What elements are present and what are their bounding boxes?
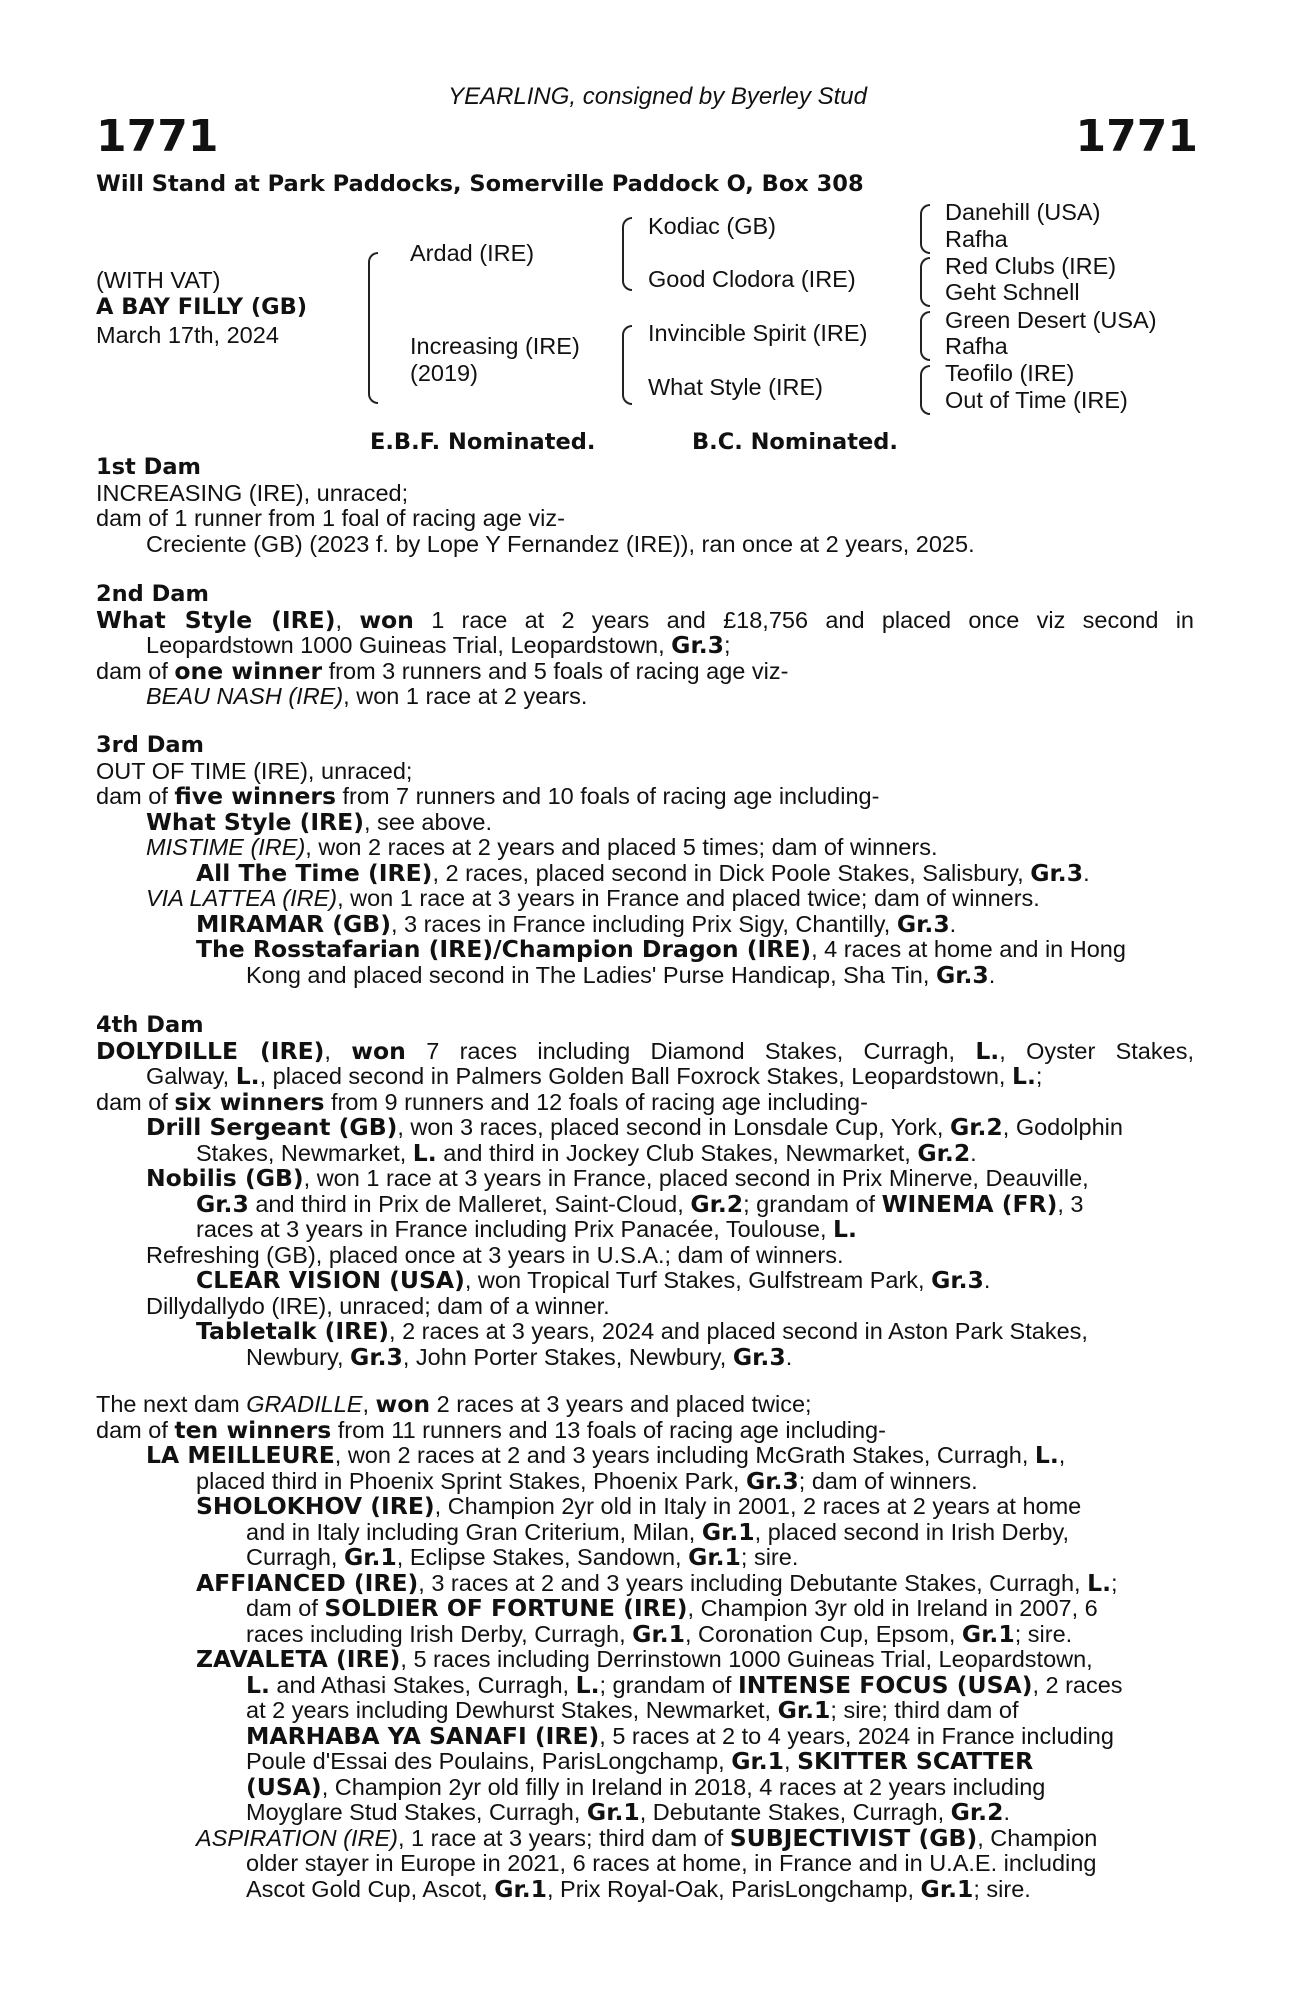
sire-sire: Kodiac (GB) bbox=[648, 213, 776, 239]
text: from 11 runners and 13 foals of racing age including- bbox=[331, 1416, 886, 1443]
bc-nominated: B.C. Nominated. bbox=[692, 429, 898, 455]
text: , bbox=[324, 1037, 352, 1064]
text: Poule d'Essai des Poulains, ParisLongchamp, bbox=[246, 1748, 732, 1774]
text: , Coronation Cup, Epsom, bbox=[684, 1620, 962, 1647]
second-dam-line bbox=[96, 684, 1194, 710]
horse-name: Drill Sergeant (GB) bbox=[146, 1113, 398, 1141]
third-dam-heading: 3rd Dam bbox=[96, 732, 204, 758]
text: , won Tropical Turf Stakes, Gulfstream Park, bbox=[464, 1267, 932, 1293]
won-text: won bbox=[351, 1036, 406, 1065]
next-dam-line bbox=[96, 1619, 1194, 1648]
horse-name: ASPIRATION (IRE) bbox=[196, 1824, 398, 1851]
text: dam of bbox=[96, 1088, 175, 1115]
fourth-dam-line bbox=[96, 1166, 1194, 1192]
text: , 2 races at 3 years, 2024 and placed second in Aston Park Stakes, bbox=[389, 1318, 1088, 1344]
text: ; sire. bbox=[973, 1875, 1031, 1902]
grade: Gr.1 bbox=[731, 1747, 785, 1775]
text: , John Porter Stakes, Newbury, bbox=[402, 1343, 733, 1370]
stand-location: Will Stand at Park Paddocks, Somerville Paddock O, Box 308 bbox=[96, 171, 864, 197]
grandsire-4: Teofilo (IRE) bbox=[945, 360, 1075, 386]
grade: L. bbox=[1011, 1062, 1036, 1090]
text: five winners bbox=[174, 782, 336, 810]
text: , bbox=[784, 1748, 798, 1774]
next-dam-line bbox=[96, 1772, 1194, 1801]
second-dam-section bbox=[96, 582, 1194, 710]
third-dam-line bbox=[96, 784, 1194, 810]
text: , Champion 2yr old in Italy in 2001, 2 races at 2 years at home bbox=[434, 1493, 1082, 1519]
third-dam-line bbox=[96, 858, 1194, 887]
horse-name: ZAVALETA (IRE) bbox=[196, 1645, 401, 1673]
vat-note: (WITH VAT) bbox=[96, 267, 221, 293]
text: and in Italy including Gran Criterium, Milan, bbox=[246, 1518, 702, 1545]
dam: Increasing (IRE) bbox=[410, 333, 580, 359]
text: 7 races including Diamond Stakes, Curragh, bbox=[405, 1037, 976, 1064]
text: , Debutante Stakes, Curragh, bbox=[639, 1799, 951, 1825]
grade: L. bbox=[412, 1138, 437, 1167]
grade: L. bbox=[1087, 1568, 1112, 1597]
text: , 2 races, placed second in Dick Poole Stakes, Salisbury, bbox=[432, 859, 1031, 886]
text: , Eclipse Stakes, Sandown, bbox=[396, 1544, 689, 1570]
text: ; bbox=[1035, 1063, 1043, 1089]
grade: Gr.1 bbox=[343, 1543, 397, 1571]
text: , 5 races at 2 to 4 years, 2024 in France including bbox=[599, 1722, 1114, 1749]
next-dam-line: older stayer in Europe in 2021, 6 races at home, in France and in U.A.E. including bbox=[246, 1850, 1097, 1876]
text: Stakes, Newmarket, bbox=[196, 1139, 413, 1166]
third-dam-line bbox=[96, 937, 1194, 963]
horse-name: AFFIANCED (IRE) bbox=[196, 1568, 419, 1597]
grade: Gr.3 bbox=[935, 960, 989, 989]
grade: L. bbox=[1034, 1441, 1059, 1469]
next-dam-line bbox=[96, 1749, 1194, 1775]
horse-name: INTENSE FOCUS (USA) bbox=[737, 1670, 1033, 1699]
pedigree-brace-g4 bbox=[920, 365, 930, 415]
horse-name: MIRAMAR (GB) bbox=[196, 909, 391, 938]
first-dam-heading: 1st Dam bbox=[96, 454, 201, 480]
grade: L. bbox=[575, 1670, 600, 1699]
horse-name: The Rosstafarian (IRE)/Champion Dragon (IRE) bbox=[196, 935, 812, 963]
won-text: won bbox=[375, 1390, 431, 1418]
grade: Gr.3 bbox=[671, 631, 724, 659]
text: and Athasi Stakes, Curragh, bbox=[269, 1671, 576, 1698]
horse-name: VIA LATTEA (IRE) bbox=[146, 885, 338, 911]
text: , placed second in Palmers Golden Ball Foxrock Stakes, Leopardstown, bbox=[259, 1063, 1012, 1089]
dam-dam: What Style (IRE) bbox=[648, 374, 823, 400]
dam-sire: Invincible Spirit (IRE) bbox=[648, 320, 868, 346]
fourth-dam-line bbox=[96, 1189, 1194, 1218]
sire-dam: Good Clodora (IRE) bbox=[648, 266, 856, 292]
text: Galway, bbox=[146, 1063, 236, 1089]
next-dam-line bbox=[96, 1494, 1194, 1520]
text: from 9 runners and 12 foals of racing age including- bbox=[324, 1088, 868, 1115]
granddam-1: Rafha bbox=[945, 226, 1008, 252]
fourth-dam-line bbox=[96, 1087, 1194, 1116]
horse-name: All The Time (IRE) bbox=[196, 858, 433, 887]
granddam-3: Rafha bbox=[945, 333, 1008, 359]
horse-name: (USA) bbox=[246, 1772, 322, 1801]
text: races including Irish Derby, Curragh, bbox=[246, 1620, 633, 1647]
horse-name: GRADILLE bbox=[246, 1391, 363, 1417]
text: , Champion 3yr old in Ireland in 2007, 6 bbox=[687, 1595, 1098, 1621]
grade: Gr.2 bbox=[690, 1189, 744, 1218]
fourth-dam-line: Dillydallydo (IRE), unraced; dam of a winner. bbox=[146, 1292, 610, 1319]
horse-name: WINEMA (FR) bbox=[881, 1189, 1058, 1218]
second-dam-line bbox=[96, 633, 1194, 659]
grade: Gr.2 bbox=[950, 1798, 1004, 1826]
horse-name: BEAU NASH (IRE) bbox=[146, 683, 344, 709]
next-dam-line bbox=[96, 1874, 1194, 1903]
fourth-dam-line bbox=[96, 1319, 1194, 1345]
first-dam-section bbox=[96, 455, 1194, 557]
next-dam-line bbox=[96, 1800, 1194, 1826]
text: ; sire; third dam of bbox=[830, 1697, 1019, 1723]
text: , 3 races at 2 and 3 years including Debutante Stakes, Curragh, bbox=[418, 1569, 1088, 1596]
text: 2 races at 3 years and placed twice; bbox=[430, 1391, 812, 1417]
text: , bbox=[362, 1391, 376, 1417]
third-dam-line bbox=[96, 807, 1194, 836]
text: dam of bbox=[246, 1595, 325, 1621]
first-dam-line: INCREASING (IRE), unraced; bbox=[96, 479, 409, 506]
text: , Oyster Stakes, bbox=[999, 1037, 1194, 1064]
fourth-dam-line bbox=[96, 1342, 1194, 1371]
text: , won 3 races, placed second in Lonsdale Cup, York, bbox=[397, 1114, 950, 1140]
text: , 3 races in France including Prix Sigy, Chantilly, bbox=[390, 910, 897, 937]
sire: Ardad (IRE) bbox=[410, 240, 535, 266]
fourth-dam-section bbox=[96, 1013, 1194, 1370]
fourth-dam-line bbox=[96, 1064, 1194, 1090]
text: ; sire. bbox=[740, 1544, 799, 1570]
text: Newbury, bbox=[246, 1343, 351, 1370]
pedigree-brace-dam bbox=[622, 325, 632, 405]
grade: Gr.1 bbox=[688, 1543, 741, 1571]
text: , won 1 race at 2 years. bbox=[343, 683, 588, 709]
grandsire-3: Green Desert (USA) bbox=[945, 307, 1157, 333]
dam-year: (2019) bbox=[410, 360, 478, 386]
pedigree-brace-g1 bbox=[920, 204, 930, 254]
grade: Gr.3 bbox=[745, 1466, 799, 1495]
text: ; dam of winners. bbox=[798, 1467, 978, 1494]
text: , 3 bbox=[1057, 1190, 1084, 1217]
text: , won 1 race at 3 years in France, placed second in Prix Minerve, Deauville, bbox=[303, 1165, 1089, 1191]
third-dam-line: OUT OF TIME (IRE), unraced; bbox=[96, 757, 413, 784]
text: , Prix Royal-Oak, ParisLongchamp, bbox=[547, 1875, 921, 1902]
fourth-dam-line bbox=[96, 1036, 1194, 1065]
text: . bbox=[785, 1343, 793, 1370]
ebf-nominated: E.B.F. Nominated. bbox=[370, 429, 596, 455]
text: , bbox=[1058, 1442, 1066, 1468]
horse-name: A BAY FILLY (GB) bbox=[96, 294, 308, 320]
text: , won 1 race at 3 years in France and placed twice; dam of winners. bbox=[337, 885, 1040, 911]
text: , 2 races bbox=[1032, 1671, 1123, 1698]
next-dam-line bbox=[96, 1823, 1194, 1852]
grade: Gr.3 bbox=[1030, 858, 1084, 887]
next-dam-line bbox=[96, 1698, 1194, 1724]
next-dam-line bbox=[96, 1596, 1194, 1622]
grade: L. bbox=[246, 1670, 270, 1699]
won-text: won bbox=[359, 605, 414, 634]
third-dam-line bbox=[96, 960, 1194, 989]
text: Kong and placed second in The Ladies' Purse Handicap, Sha Tin, bbox=[246, 961, 936, 988]
horse-name: What Style (IRE) bbox=[146, 807, 364, 836]
horse-name: MARHABA YA SANAFI (IRE) bbox=[246, 1721, 600, 1750]
horse-name: What Style (IRE) bbox=[96, 605, 336, 634]
next-dam-line bbox=[96, 1647, 1194, 1673]
grandsire-2: Red Clubs (IRE) bbox=[945, 253, 1117, 279]
grade: Gr.3 bbox=[196, 1189, 249, 1218]
text: Ascot Gold Cup, Ascot, bbox=[246, 1875, 495, 1902]
text: and third in Prix de Malleret, Saint-Cloud, bbox=[248, 1190, 691, 1217]
text: , won 2 races at 2 years and placed 5 times; dam of winners. bbox=[305, 834, 938, 860]
text: ; grandam of bbox=[599, 1671, 738, 1698]
text: , 4 races at home and in Hong bbox=[811, 936, 1126, 962]
pedigree-brace-g2 bbox=[920, 257, 930, 307]
text: , 1 race at 3 years; third dam of bbox=[397, 1824, 730, 1851]
grade: Gr.3 bbox=[732, 1342, 786, 1371]
next-dam-line bbox=[96, 1443, 1194, 1469]
text: , placed second in Irish Derby, bbox=[754, 1518, 1070, 1545]
text: ; bbox=[723, 632, 731, 658]
text: ; grandam of bbox=[743, 1190, 882, 1217]
text: Moyglare Stud Stakes, Curragh, bbox=[246, 1799, 587, 1825]
foaling-date: March 17th, 2024 bbox=[96, 322, 279, 348]
text: from 3 runners and 5 foals of racing age viz- bbox=[322, 657, 789, 684]
grade: Gr.1 bbox=[961, 1619, 1015, 1648]
grade: Gr.1 bbox=[777, 1696, 831, 1724]
lot-number-left: 1771 bbox=[96, 111, 219, 162]
text: , won 2 races at 2 and 3 years including McGrath Stakes, Curragh, bbox=[334, 1442, 1035, 1468]
grade: Gr.1 bbox=[632, 1619, 685, 1648]
fourth-dam-line: Refreshing (GB), placed once at 3 years in U.S.A.; dam of winners. bbox=[146, 1241, 844, 1268]
second-dam-line: What Style (IRE), won 1 race at 2 years and £18,756 and placed once viz second in bbox=[96, 605, 1194, 634]
horse-name: DOLYDILLE (IRE) bbox=[96, 1036, 325, 1065]
horse-name: SHOLOKHOV (IRE) bbox=[196, 1492, 435, 1520]
lot-number-right: 1771 bbox=[1075, 111, 1198, 162]
text: one winner bbox=[174, 656, 323, 685]
granddam-4: Out of Time (IRE) bbox=[945, 387, 1128, 413]
text: , see above. bbox=[363, 808, 492, 835]
horse-name: SKITTER SCATTER bbox=[797, 1747, 1034, 1775]
text: ; bbox=[1111, 1569, 1118, 1596]
grade: L. bbox=[833, 1215, 857, 1243]
text: , Godolphin bbox=[1002, 1114, 1123, 1140]
next-dam-line bbox=[96, 1568, 1194, 1597]
grade: Gr.2 bbox=[917, 1138, 971, 1167]
horse-name: SUBJECTIVIST (GB) bbox=[729, 1823, 978, 1852]
text: , Champion 2yr old filly in Ireland in 2018, 4 races at 2 years including bbox=[321, 1773, 1046, 1800]
text: The next dam bbox=[96, 1391, 247, 1417]
third-dam-line bbox=[96, 835, 1194, 861]
text: at 2 years including Dewhurst Stakes, Newmarket, bbox=[246, 1697, 778, 1723]
grade: Gr.2 bbox=[949, 1113, 1003, 1141]
third-dam-section bbox=[96, 733, 1194, 988]
text: six winners bbox=[174, 1087, 325, 1116]
fourth-dam-line bbox=[96, 1138, 1194, 1167]
text: . bbox=[949, 910, 957, 937]
next-dam-line bbox=[96, 1466, 1194, 1495]
grade: L. bbox=[975, 1036, 1000, 1065]
second-dam-line bbox=[96, 656, 1194, 685]
horse-name: Tabletalk (IRE) bbox=[196, 1317, 390, 1345]
horse-name: Nobilis (GB) bbox=[146, 1164, 304, 1192]
text: , Champion bbox=[977, 1824, 1098, 1851]
grandsire-1: Danehill (USA) bbox=[945, 199, 1101, 225]
horse-name: LA MEILLEURE bbox=[146, 1441, 335, 1469]
grade: Gr.3 bbox=[350, 1342, 403, 1371]
first-dam-line: Creciente (GB) (2023 f. by Lope Y Fernandez (IRE)), ran once at 2 years, 2025. bbox=[146, 530, 975, 557]
next-dam-line bbox=[96, 1392, 1194, 1418]
grade: Gr.3 bbox=[931, 1266, 984, 1294]
next-dam-line bbox=[96, 1545, 1194, 1571]
next-dam-line bbox=[96, 1517, 1194, 1546]
first-dam-line: dam of 1 runner from 1 foal of racing age viz- bbox=[96, 505, 565, 531]
fourth-dam-line bbox=[96, 1115, 1194, 1141]
horse-name: SOLDIER OF FORTUNE (IRE) bbox=[324, 1594, 688, 1622]
text: and third in Jockey Club Stakes, Newmarket, bbox=[436, 1139, 918, 1166]
next-dam-line bbox=[96, 1670, 1194, 1699]
text: . bbox=[970, 1139, 977, 1166]
horse-name: MISTIME (IRE) bbox=[146, 834, 306, 860]
text: dam of bbox=[96, 1416, 175, 1443]
text: races at 3 years in France including Prix Panacée, Toulouse, bbox=[196, 1216, 834, 1242]
text: from 7 runners and 10 foals of racing age including- bbox=[335, 783, 880, 809]
fourth-dam-line bbox=[96, 1217, 1194, 1243]
next-dam-line bbox=[96, 1415, 1194, 1444]
text: . bbox=[983, 1267, 991, 1293]
text: 1 race at 2 years and £18,756 and placed once viz second in bbox=[413, 606, 1194, 633]
granddam-2: Geht Schnell bbox=[945, 279, 1080, 305]
grade: Gr.1 bbox=[494, 1874, 547, 1903]
pedigree-brace-g3 bbox=[920, 311, 930, 361]
text: Leopardstown 1000 Guineas Trial, Leopardstown, bbox=[146, 632, 672, 658]
grade: Gr.1 bbox=[586, 1798, 640, 1826]
pedigree-brace-sire bbox=[622, 217, 632, 291]
grade: Gr.3 bbox=[896, 909, 950, 938]
text: . bbox=[1083, 859, 1090, 886]
grade: L. bbox=[235, 1062, 260, 1090]
text: Curragh, bbox=[246, 1544, 344, 1570]
text: dam of bbox=[96, 783, 175, 809]
text: ; sire. bbox=[1014, 1620, 1073, 1647]
consignment-line: YEARLING, consigned by Byerley Stud bbox=[448, 83, 867, 110]
next-dam-line bbox=[96, 1721, 1194, 1750]
text: placed third in Phoenix Sprint Stakes, Phoenix Park, bbox=[196, 1467, 746, 1494]
text: . bbox=[1003, 1799, 1010, 1825]
grade: Gr.1 bbox=[701, 1517, 755, 1546]
pedigree-brace-main bbox=[368, 252, 378, 404]
text: , 5 races including Derrinstown 1000 Guineas Trial, Leopardstown, bbox=[400, 1646, 1093, 1672]
next-dam-section bbox=[96, 1392, 1194, 1902]
text: ten winners bbox=[174, 1415, 332, 1444]
grade: Gr.1 bbox=[920, 1874, 974, 1903]
third-dam-line bbox=[96, 886, 1194, 912]
text: dam of bbox=[96, 657, 175, 684]
third-dam-line bbox=[96, 909, 1194, 938]
fourth-dam-heading: 4th Dam bbox=[96, 1012, 204, 1038]
second-dam-heading: 2nd Dam bbox=[96, 581, 209, 607]
horse-name: CLEAR VISION (USA) bbox=[196, 1266, 465, 1294]
text: . bbox=[988, 961, 996, 988]
fourth-dam-line bbox=[96, 1268, 1194, 1294]
